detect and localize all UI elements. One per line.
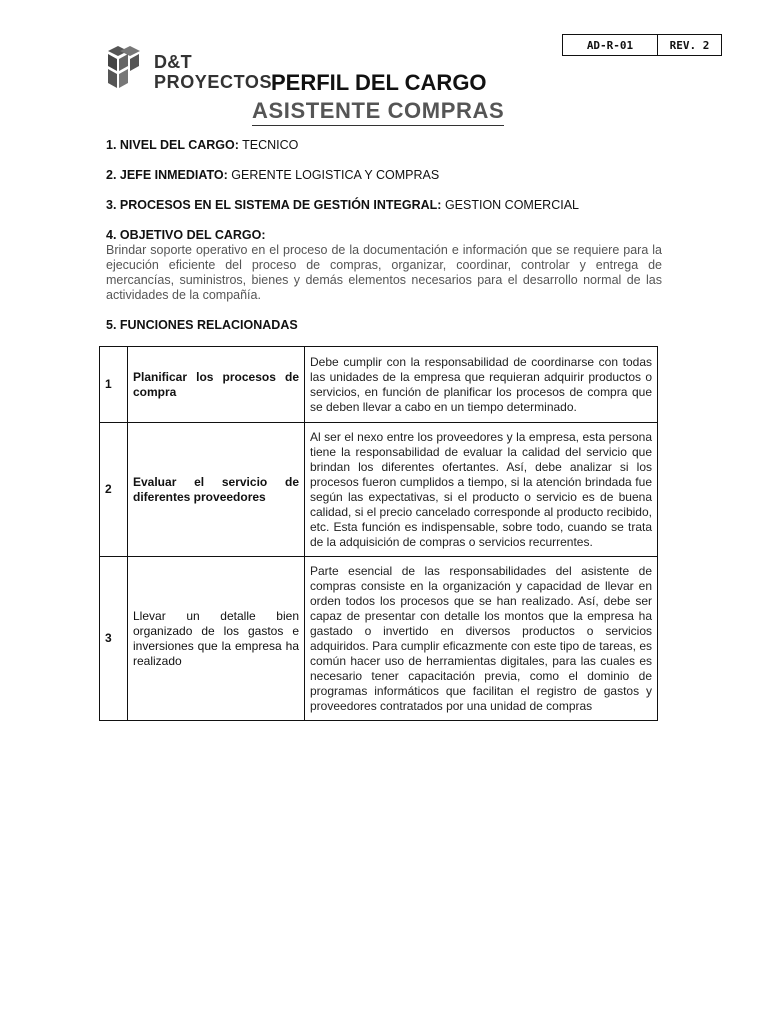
field-jefe-value: GERENTE LOGISTICA Y COMPRAS	[227, 168, 440, 182]
field-procesos	[106, 198, 579, 212]
field-nivel-value: TECNICO	[238, 138, 299, 152]
company-logo	[106, 44, 273, 92]
field-objetivo-label: 4. OBJETIVO DEL CARGO:	[106, 228, 266, 242]
objetivo-text: Brindar soporte operativo en el proceso de la documentación e información que se requiere para la ejecución eficiente del proceso de compras, organizar, coordinar, controlar y entrega de mercancías, suministros, bienes y demás elementos necesarios para el desarrollo normal de las actividades de la compañía.	[106, 243, 662, 302]
document-code: AD-R-01	[563, 35, 658, 55]
row-number: 2	[100, 423, 128, 557]
field-nivel-label: 1. NIVEL DEL CARGO:	[106, 138, 239, 152]
logo-text-line2: PROYECTOS	[154, 72, 273, 92]
revision-number: REV. 2	[669, 38, 710, 52]
document-code-box	[562, 34, 722, 56]
funciones-table	[99, 346, 658, 721]
logo-mark-icon	[106, 44, 150, 92]
logo-text-line1: D&T	[154, 52, 192, 72]
function-description: Parte esencial de las responsabilidades del asistente de compras consiste en la organización y capacidad de llevar en orden todos los procesos que se han realizado. Así, debe ser capaz de presentar con detalle los montos que la empresa ha gastado o invertido en diversos productos o servicios adquiridos. Para cumplir eficazmente con este tipo de tareas, es común hacer uso de herramientas digitales, para las cuales es necesario tener capacitación previa, como el dominio de programas informáticos que facilitan el registro de gastos y proveedores contratados por una unidad de compras	[305, 557, 658, 721]
field-jefe	[106, 168, 439, 182]
function-name: Llevar un detalle bien organizado de los gastos e inversiones que la empresa ha realizado	[128, 557, 305, 721]
function-description: Debe cumplir con la responsabilidad de coordinarse con todas las unidades de la empresa que requieran adquirir productos o servicios, en función de planificar los procesos de compra que se deben llevar a cabo en un tiempo determinado.	[305, 347, 658, 423]
field-objetivo-heading	[106, 228, 266, 242]
field-procesos-value: GESTION COMERCIAL	[441, 198, 579, 212]
table-row	[100, 557, 658, 721]
row-number: 3	[100, 557, 128, 721]
document-title: PERFIL DEL CARGO	[271, 70, 487, 95]
funciones-label: 5. FUNCIONES RELACIONADAS	[106, 318, 298, 332]
document-subtitle: ASISTENTE COMPRAS	[252, 98, 504, 126]
table-row	[100, 423, 658, 557]
field-jefe-label: 2. JEFE INMEDIATO:	[106, 168, 228, 182]
field-nivel	[106, 138, 298, 152]
field-procesos-label: 3. PROCESOS EN EL SISTEMA DE GESTIÓN INTEGRAL:	[106, 198, 442, 212]
row-number: 1	[100, 347, 128, 423]
funciones-heading	[106, 318, 298, 332]
function-name: Evaluar el servicio de diferentes proveedores	[128, 423, 305, 557]
function-description: Al ser el nexo entre los proveedores y la empresa, esta persona tiene la responsabilidad de evaluar la calidad del servicio que brindan los diferentes ofertantes. Así, debe analizar si los procesos fueron cumplidos a tiempo, si la atención brindada fue según las expectativas, si el producto o servicio es de buena calidad, si el precio cancelado corresponde al producto recibido, etc. Esta función es indispensable, sobre todo, cuando se trata de la adquisición de compras o servicios recurrentes.	[305, 423, 658, 557]
function-name: Planificar los procesos de compra	[128, 347, 305, 423]
table-row	[100, 347, 658, 423]
